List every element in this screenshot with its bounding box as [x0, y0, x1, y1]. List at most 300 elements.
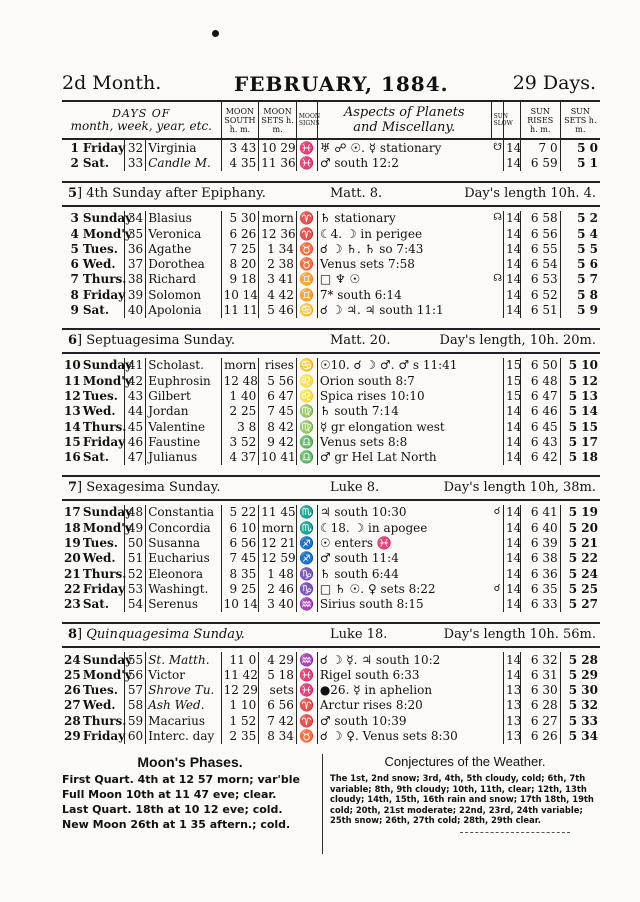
day-of-year: 32	[125, 140, 146, 155]
zodiac-sign-icon: ♉	[296, 728, 317, 743]
sunday-header	[62, 328, 600, 354]
sun-slow: 14	[504, 505, 521, 520]
day-of-year: 54	[125, 597, 146, 612]
aspect-text: Spica rises 10:10	[317, 388, 491, 403]
sun-sets: 5 19	[560, 505, 600, 520]
sun-sets: 5 10	[560, 358, 600, 373]
moon-south: 1 52	[221, 713, 259, 728]
node-icon	[491, 713, 504, 728]
weekday: Sat.	[82, 597, 109, 612]
day-of-month: 1	[70, 140, 79, 155]
sun-rises: 6 26	[520, 728, 560, 743]
day-of-year: 47	[125, 449, 146, 464]
sun-rises: 6 46	[520, 404, 560, 419]
aspect-text: ☌ ☽ ☿. ♃ south 10:2	[317, 652, 491, 667]
weekday: Sat.	[82, 155, 109, 170]
zodiac-sign-icon: ♓	[296, 667, 317, 682]
moon-south: 3 43	[221, 140, 259, 155]
node-icon	[491, 652, 504, 667]
sun-sets: 5 0	[560, 140, 600, 155]
day-of-month: 12	[64, 388, 81, 403]
sun-sets: 5 32	[560, 698, 600, 713]
sun-slow: 14	[504, 155, 521, 170]
saint-name: Apolonia	[146, 302, 221, 317]
node-icon: ☌	[493, 582, 501, 594]
phase-line: New Moon 26th at 1 35 aftern.; cold.	[62, 818, 291, 831]
weekday: Sunday	[82, 652, 133, 667]
day-of-year: 35	[125, 226, 146, 241]
gospel-reading: Matt. 20.	[330, 332, 391, 348]
node-icon	[491, 302, 504, 317]
saint-name: Ash Wed.	[146, 698, 221, 713]
moon-south: 12 29	[221, 682, 259, 697]
sun-rises: 6 35	[520, 581, 560, 596]
saint-name: Julianus	[146, 449, 221, 464]
aspect-text: ♂ south 10:39	[317, 713, 491, 728]
zodiac-sign-icon: ♐	[296, 551, 317, 566]
page-header	[62, 72, 596, 98]
weekday: Thurs.	[82, 419, 127, 434]
table-row	[62, 449, 600, 464]
aspect-text: ☉10. ☌ ☽ ♂. ♂ s 11:41	[317, 358, 491, 373]
saint-name: Victor	[146, 667, 221, 682]
aspect-text: ♃ south 10:30	[317, 505, 491, 520]
moon-sets: 5 46	[259, 302, 297, 317]
dashed-rule	[460, 832, 570, 833]
day-of-month: 16	[64, 450, 81, 465]
table-row	[62, 272, 600, 287]
node-icon	[491, 566, 504, 581]
table-row	[62, 535, 600, 550]
zodiac-sign-icon: ♐	[296, 535, 317, 550]
table-row	[62, 566, 600, 581]
moon-south: 11 0	[221, 652, 259, 667]
aspect-text: Orion south 8:7	[317, 373, 491, 388]
table-row	[62, 581, 600, 596]
sun-slow: 13	[504, 682, 521, 697]
sun-slow: 14	[504, 140, 521, 155]
sun-slow: 14	[504, 226, 521, 241]
aspect-text: Venus sets 8:8	[317, 434, 491, 449]
sun-rises: 6 41	[520, 505, 560, 520]
saint-name: Susanna	[146, 535, 221, 550]
weekday: Sat.	[82, 303, 109, 318]
weekday: Friday	[82, 729, 126, 744]
table-row	[62, 434, 600, 449]
day-of-month: 28	[64, 713, 81, 728]
weekday: Friday	[82, 287, 126, 302]
aspect-text: ☌ ☽ ♄. ♄ so 7:43	[317, 241, 491, 256]
gospel-reading: Luke 8.	[330, 479, 380, 495]
sun-slow: 14	[504, 241, 521, 256]
weekday: Thurs.	[82, 566, 127, 581]
ink-dot	[212, 30, 219, 37]
day-length: Day's length 10h. 56m.	[443, 626, 596, 642]
node-icon	[491, 449, 504, 464]
sunday-header	[62, 622, 600, 648]
table-row	[62, 373, 600, 388]
day-of-year: 57	[125, 682, 146, 697]
days-count: 29 Days.	[512, 72, 596, 94]
zodiac-sign-icon: ♓	[296, 140, 317, 155]
saint-name: Eleonora	[146, 566, 221, 581]
sun-sets: 5 20	[560, 520, 600, 535]
moon-south: 6 10	[221, 520, 259, 535]
saint-name: Serenus	[146, 597, 221, 612]
zodiac-sign-icon: ♍	[296, 404, 317, 419]
day-of-month: 13	[64, 404, 81, 419]
aspect-text: ☉ enters ♓	[317, 535, 491, 550]
day-of-month: 15	[64, 434, 81, 449]
saint-name: Eucharius	[146, 551, 221, 566]
sun-slow: 14	[504, 667, 521, 682]
moon-phases	[62, 754, 318, 832]
saint-name: St. Matth.	[146, 652, 221, 667]
moon-sets: 6 47	[259, 388, 297, 403]
table-row	[62, 211, 600, 226]
day-of-month: 14	[64, 419, 81, 434]
table-row	[62, 520, 600, 535]
sun-slow: 15	[504, 388, 521, 403]
node-icon	[491, 155, 504, 170]
sun-rises: 6 39	[520, 535, 560, 550]
sun-slow: 14	[504, 581, 521, 596]
day-length: Day's length, 10h. 20m.	[439, 332, 596, 348]
sun-sets: 5 18	[560, 449, 600, 464]
sun-slow: 13	[504, 728, 521, 743]
sun-rises: 6 47	[520, 388, 560, 403]
saint-name: Scholast.	[146, 358, 221, 373]
day-of-month: 6	[70, 257, 79, 272]
day-of-year: 52	[125, 566, 146, 581]
weekday: Wed.	[82, 698, 116, 713]
sun-rises: 6 30	[520, 682, 560, 697]
day-of-year: 46	[125, 434, 146, 449]
day-of-year: 53	[125, 581, 146, 596]
node-icon	[491, 682, 504, 697]
moon-south: 9 25	[221, 581, 259, 596]
moon-sets: sets	[259, 682, 297, 697]
moon-sets: 8 34	[259, 728, 297, 743]
day-of-year: 34	[125, 211, 146, 226]
sun-sets-header: SUN SETS h. m.	[560, 101, 600, 139]
sun-slow: 14	[504, 419, 521, 434]
node-icon: ☊	[493, 212, 502, 224]
page-title: FEBRUARY, 1884.	[234, 72, 449, 96]
sun-rises: 6 38	[520, 551, 560, 566]
moon-south: 8 35	[221, 566, 259, 581]
sun-sets: 5 29	[560, 667, 600, 682]
saint-name: Faustine	[146, 434, 221, 449]
saint-name: Virginia	[146, 140, 221, 155]
moon-south: 6 26	[221, 226, 259, 241]
zodiac-sign-icon: ♓	[296, 682, 317, 697]
day-length: Day's length 10h, 38m.	[443, 479, 596, 495]
weather-conjectures	[330, 754, 600, 833]
zodiac-sign-icon: ♌	[296, 388, 317, 403]
day-of-year: 33	[125, 155, 146, 170]
saint-name: Euphrosin	[146, 373, 221, 388]
node-icon: ☌	[493, 506, 501, 518]
moon-phases-title: Moon's Phases.	[137, 754, 243, 770]
sun-rises: 6 33	[520, 597, 560, 612]
moon-sets: 10 29	[259, 140, 297, 155]
aspect-text: ♄ south 7:14	[317, 404, 491, 419]
day-of-month: 25	[64, 667, 81, 682]
sun-slow: 14	[504, 449, 521, 464]
sun-sets: 5 14	[560, 404, 600, 419]
node-icon	[491, 520, 504, 535]
day-of-month: 17	[64, 505, 81, 520]
weekday: Tues.	[82, 241, 118, 256]
moon-south-header: MOON SOUTH h. m.	[221, 101, 259, 139]
moon-sets-header: MOON SETS h. m.	[259, 101, 297, 139]
sun-rises: 6 59	[520, 155, 560, 170]
sun-rises: 6 53	[520, 272, 560, 287]
moon-south: 7 45	[221, 551, 259, 566]
table-row	[62, 256, 600, 271]
weekday: Tues.	[82, 683, 118, 698]
node-icon	[491, 358, 504, 373]
day-of-month: 9	[70, 303, 79, 318]
moon-sets: 7 42	[259, 713, 297, 728]
moon-sets: 4 29	[259, 652, 297, 667]
moon-sets: 1 48	[259, 566, 297, 581]
moon-sets: 2 38	[259, 256, 297, 271]
sun-sets: 5 30	[560, 682, 600, 697]
week-block	[62, 140, 600, 171]
day-of-year: 40	[125, 302, 146, 317]
weekday: Friday	[82, 434, 126, 449]
zodiac-sign-icon: ♉	[296, 256, 317, 271]
table-row	[62, 505, 600, 520]
day-of-month: 29	[64, 729, 81, 744]
moon-south: 10 14	[221, 597, 259, 612]
table-row	[62, 652, 600, 667]
saint-name: Blasius	[146, 211, 221, 226]
day-of-month: 23	[64, 597, 81, 612]
node-icon	[491, 597, 504, 612]
aspect-text: ☿ gr elongation west	[317, 419, 491, 434]
day-of-year: 50	[125, 535, 146, 550]
saint-name: Solomon	[146, 287, 221, 302]
saint-name: Constantia	[146, 505, 221, 520]
table-row	[62, 388, 600, 403]
sun-rises: 6 36	[520, 566, 560, 581]
node-icon	[491, 256, 504, 271]
zodiac-sign-icon: ♎	[296, 449, 317, 464]
table-row	[62, 226, 600, 241]
table-row	[62, 155, 600, 170]
day-of-year: 39	[125, 287, 146, 302]
column-divider	[322, 754, 323, 854]
zodiac-sign-icon: ♈	[296, 713, 317, 728]
moon-sets: 11 45	[259, 505, 297, 520]
zodiac-sign-icon: ♑	[296, 581, 317, 596]
aspect-text: Arctur rises 8:20	[317, 698, 491, 713]
aspect-text: ♂ south 12:2	[317, 155, 491, 170]
moon-south: 6 56	[221, 535, 259, 550]
node-icon	[491, 728, 504, 743]
sun-slow: 13	[504, 713, 521, 728]
sun-slow: 14	[504, 520, 521, 535]
weekday: Wed.	[82, 404, 116, 419]
moon-sets: 10 41	[259, 449, 297, 464]
week-block	[62, 211, 600, 318]
sun-slow: 14	[504, 566, 521, 581]
node-icon	[491, 698, 504, 713]
sun-slow: 14	[504, 302, 521, 317]
moon-south: 1 40	[221, 388, 259, 403]
day-of-month: 21	[64, 566, 81, 581]
sun-sets: 5 25	[560, 581, 600, 596]
moon-south: 8 20	[221, 256, 259, 271]
weekday: Wed.	[82, 257, 116, 272]
moon-south: 5 22	[221, 505, 259, 520]
zodiac-sign-icon: ♌	[296, 373, 317, 388]
zodiac-sign-icon: ♋	[296, 302, 317, 317]
sun-rises: 6 32	[520, 652, 560, 667]
zodiac-sign-icon: ♎	[296, 434, 317, 449]
day-of-month: 11	[64, 373, 81, 388]
sun-slow: 14	[504, 287, 521, 302]
zodiac-sign-icon: ♋	[296, 358, 317, 373]
month-label: 2d Month.	[62, 72, 162, 94]
moon-south: 3 52	[221, 434, 259, 449]
moon-sets: 5 56	[259, 373, 297, 388]
saint-name: Interc. day	[146, 728, 221, 743]
zodiac-sign-icon: ♓	[296, 155, 317, 170]
table-row	[62, 713, 600, 728]
aspect-text: ☾4. ☽ in perigee	[317, 226, 491, 241]
saint-name: Valentine	[146, 419, 221, 434]
sun-rises: 6 52	[520, 287, 560, 302]
weekday: Sat.	[82, 450, 109, 465]
sun-slow: 15	[504, 358, 521, 373]
moon-south: morn	[221, 358, 259, 373]
aspect-text: □ ♄ ☉. ♀ sets 8:22	[317, 581, 491, 596]
day-of-year: 56	[125, 667, 146, 682]
day-of-month: 20	[64, 551, 81, 566]
moon-south: 4 35	[221, 155, 259, 170]
phase-line: Full Moon 10th at 11 47 eve; clear.	[62, 788, 277, 801]
moon-south: 7 25	[221, 241, 259, 256]
aspect-text: ♄ south 6:44	[317, 566, 491, 581]
node-icon	[491, 388, 504, 403]
days-of-header: DAYS OF month, week, year, etc.	[62, 101, 221, 139]
day-of-year: 49	[125, 520, 146, 535]
sun-rises: 6 58	[520, 211, 560, 226]
zodiac-sign-icon: ♈	[296, 698, 317, 713]
day-of-year: 42	[125, 373, 146, 388]
weekday: Sunday	[82, 211, 133, 226]
sun-sets: 5 2	[560, 211, 600, 226]
zodiac-sign-icon: ♈	[296, 226, 317, 241]
zodiac-sign-icon: ♉	[296, 241, 317, 256]
sun-rises: 6 54	[520, 256, 560, 271]
moon-sets: 5 18	[259, 667, 297, 682]
day-of-year: 48	[125, 505, 146, 520]
sun-sets: 5 33	[560, 713, 600, 728]
moon-south: 2 35	[221, 728, 259, 743]
sun-rises: 6 40	[520, 520, 560, 535]
table-row	[62, 597, 600, 612]
sun-rises: 6 31	[520, 667, 560, 682]
week-block	[62, 358, 600, 465]
sun-slow: 14	[504, 404, 521, 419]
moon-sets: 7 45	[259, 404, 297, 419]
weather-text: The 1st, 2nd snow; 3rd, 4th, 5th cloudy, cold; 6th, 7th variable; 8th, 9th cloudy; 10th, 11th, clear; 12th, 13th cloudy; 14th, 15th, 16th rain and snow; 17th 18th, 19th cold; 20th, 21st moderate; 22nd, 23rd, 24th variable; 25th snow; 26th, 27th cold; 28th, 29th clear.	[330, 773, 594, 825]
sun-sets: 5 24	[560, 566, 600, 581]
saint-name: Shrove Tu.	[146, 682, 221, 697]
aspect-text: ☾18. ☽ in apogee	[317, 520, 491, 535]
aspect-text: ♂ gr Hel Lat North	[317, 449, 491, 464]
sun-slow: 13	[504, 698, 521, 713]
sun-rises: 6 42	[520, 449, 560, 464]
day-length: Day's length 10h. 4.	[464, 185, 596, 201]
column-headers	[62, 100, 600, 140]
moon-south: 5 30	[221, 211, 259, 226]
sun-sets: 5 5	[560, 241, 600, 256]
sun-slow: 14	[504, 551, 521, 566]
zodiac-sign-icon: ♈	[296, 211, 317, 226]
sun-sets: 5 28	[560, 652, 600, 667]
saint-name: Candle M.	[146, 155, 221, 170]
sun-sets: 5 27	[560, 597, 600, 612]
sun-rises: 6 55	[520, 241, 560, 256]
saint-name: Richard	[146, 272, 221, 287]
aspect-text: ♄ stationary	[317, 211, 491, 226]
day-of-month: 7	[70, 272, 79, 287]
day-of-year: 41	[125, 358, 146, 373]
moon-sets: 12 36	[259, 226, 297, 241]
weekday: Mond'y	[82, 520, 132, 535]
moon-south: 10 14	[221, 287, 259, 302]
node-icon	[491, 535, 504, 550]
moon-sets: rises	[259, 358, 297, 373]
aspect-text: ☌ ☽ ♀. Venus sets 8:30	[317, 728, 491, 743]
sunday-title: 7] Sexagesima Sunday.	[68, 479, 221, 495]
moon-south: 2 25	[221, 404, 259, 419]
moon-south: 9 18	[221, 272, 259, 287]
sun-slow: 14	[504, 256, 521, 271]
moon-sets: morn	[259, 520, 297, 535]
day-of-year: 37	[125, 256, 146, 271]
node-icon	[491, 241, 504, 256]
aspect-text: 7* south 6:14	[317, 287, 491, 302]
gospel-reading: Luke 18.	[330, 626, 388, 642]
sun-slow: 14	[504, 272, 521, 287]
sunday-header	[62, 475, 600, 501]
table-row	[62, 682, 600, 697]
zodiac-sign-icon: ♊	[296, 272, 317, 287]
table-row	[62, 551, 600, 566]
week-block	[62, 505, 600, 612]
node-icon	[491, 434, 504, 449]
day-of-month: 18	[64, 520, 81, 535]
moon-sets: 3 40	[259, 597, 297, 612]
aspect-text: □ ♆ ☉	[317, 272, 491, 287]
sun-rises: 7 0	[520, 140, 560, 155]
weekday: Friday	[82, 140, 126, 155]
aspect-text: Sirius south 8:15	[317, 597, 491, 612]
moon-sets: 2 46	[259, 581, 297, 596]
day-of-year: 38	[125, 272, 146, 287]
saint-name: Veronica	[146, 226, 221, 241]
saint-name: Macarius	[146, 713, 221, 728]
sunday-header	[62, 181, 600, 207]
zodiac-sign-icon: ♏	[296, 505, 317, 520]
